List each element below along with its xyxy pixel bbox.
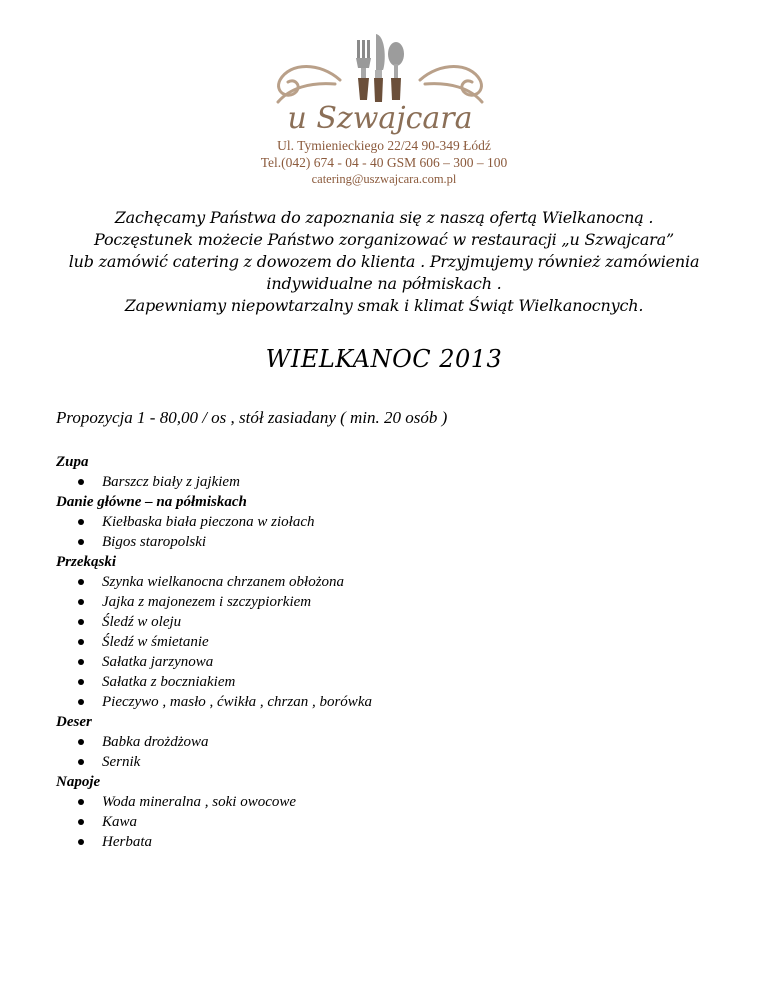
item-label: Pieczywo , masło , ćwikła , chrzan , borówka: [102, 694, 372, 710]
item-label: Sałatka jarzynowa: [102, 654, 214, 670]
contact-address: Ul. Tymienieckiego 22/24 90-349 Łódź: [277, 138, 491, 153]
bullet-icon: [78, 699, 84, 705]
page-title: WIELKANOC 2013: [265, 345, 503, 373]
list-item: [56, 572, 736, 592]
list-item: [56, 792, 736, 812]
section-title: Zupa: [56, 454, 89, 470]
section-title: Danie główne – na półmiskach: [56, 494, 247, 510]
intro-line: Zachęcamy Państwa do zapoznania się z naszą ofertą Wielkanocną .: [114, 208, 654, 227]
bullet-icon: [78, 639, 84, 645]
list-item: [56, 812, 736, 832]
bullet-icon: [78, 579, 84, 585]
item-label: Barszcz biały z jajkiem: [102, 474, 240, 490]
item-label: Śledź w oleju: [102, 614, 182, 630]
list-item: [56, 472, 736, 492]
proposal-title: Propozycja 1 - 80,00 / os , stół zasiadany ( min. 20 osób ): [56, 408, 448, 427]
item-label: Jajka z majonezem i szczypiorkiem: [102, 594, 312, 610]
intro-line: indywidualne na półmiskach .: [266, 274, 502, 293]
item-label: Sernik: [102, 754, 141, 770]
intro-line: Poczęstunek możecie Państwo zorganizować w restauracji „u Szwajcara”: [94, 230, 674, 249]
item-label: Śledź w śmietanie: [102, 634, 209, 650]
item-label: Herbata: [102, 834, 152, 850]
list-item: [56, 612, 736, 632]
item-label: Sałatka z boczniakiem: [102, 674, 236, 690]
section-title: Przekąski: [56, 554, 116, 570]
restaurant-logo: [230, 22, 530, 140]
bullet-icon: [78, 819, 84, 825]
bullet-icon: [78, 519, 84, 525]
item-label: Bigos staropolski: [102, 534, 207, 550]
bullet-icon: [78, 799, 84, 805]
spoon-icon: [388, 42, 404, 100]
knife-icon: [374, 34, 385, 102]
item-label: Babka drożdżowa: [102, 734, 209, 750]
intro-line: lub zamówić catering z dowozem do klienta . Przyjmujemy również zamówienia: [68, 252, 700, 271]
bullet-icon: [78, 759, 84, 765]
item-label: Kawa: [102, 814, 138, 830]
intro-line: Zapewniamy niepowtarzalny smak i klimat Świąt Wielkanocnych.: [124, 296, 644, 315]
bullet-icon: [78, 679, 84, 685]
contact-phone: Tel.(042) 674 - 04 - 40 GSM 606 – 300 – 100: [260, 155, 508, 170]
list-item: [56, 512, 736, 532]
list-item: [56, 752, 736, 772]
logo-graphic: [230, 22, 530, 140]
bullet-icon: [78, 539, 84, 545]
bullet-icon: [78, 839, 84, 845]
bullet-icon: [78, 619, 84, 625]
item-label: Woda mineralna , soki owocowe: [102, 794, 297, 810]
bullet-icon: [78, 739, 84, 745]
list-item: [56, 732, 736, 752]
logo-wordmark: u Szwajcara: [287, 101, 473, 136]
list-item: [56, 592, 736, 612]
list-item: [56, 652, 736, 672]
list-item: [56, 632, 736, 652]
item-label: Szynka wielkanocna chrzanem obłożona: [102, 574, 345, 590]
list-item: [56, 532, 736, 552]
item-label: Kiełbaska biała pieczona w ziołach: [102, 514, 315, 530]
bullet-icon: [78, 599, 84, 605]
bullet-icon: [78, 659, 84, 665]
section-title: Napoje: [56, 774, 101, 790]
menu-list: [56, 452, 736, 852]
list-item: [56, 692, 736, 712]
section-title: Deser: [56, 714, 92, 730]
list-item: [56, 832, 736, 852]
fork-icon: [356, 40, 371, 100]
bullet-icon: [78, 479, 84, 485]
contact-email[interactable]: catering@uszwajcara.com.pl: [311, 172, 457, 186]
list-item: [56, 672, 736, 692]
